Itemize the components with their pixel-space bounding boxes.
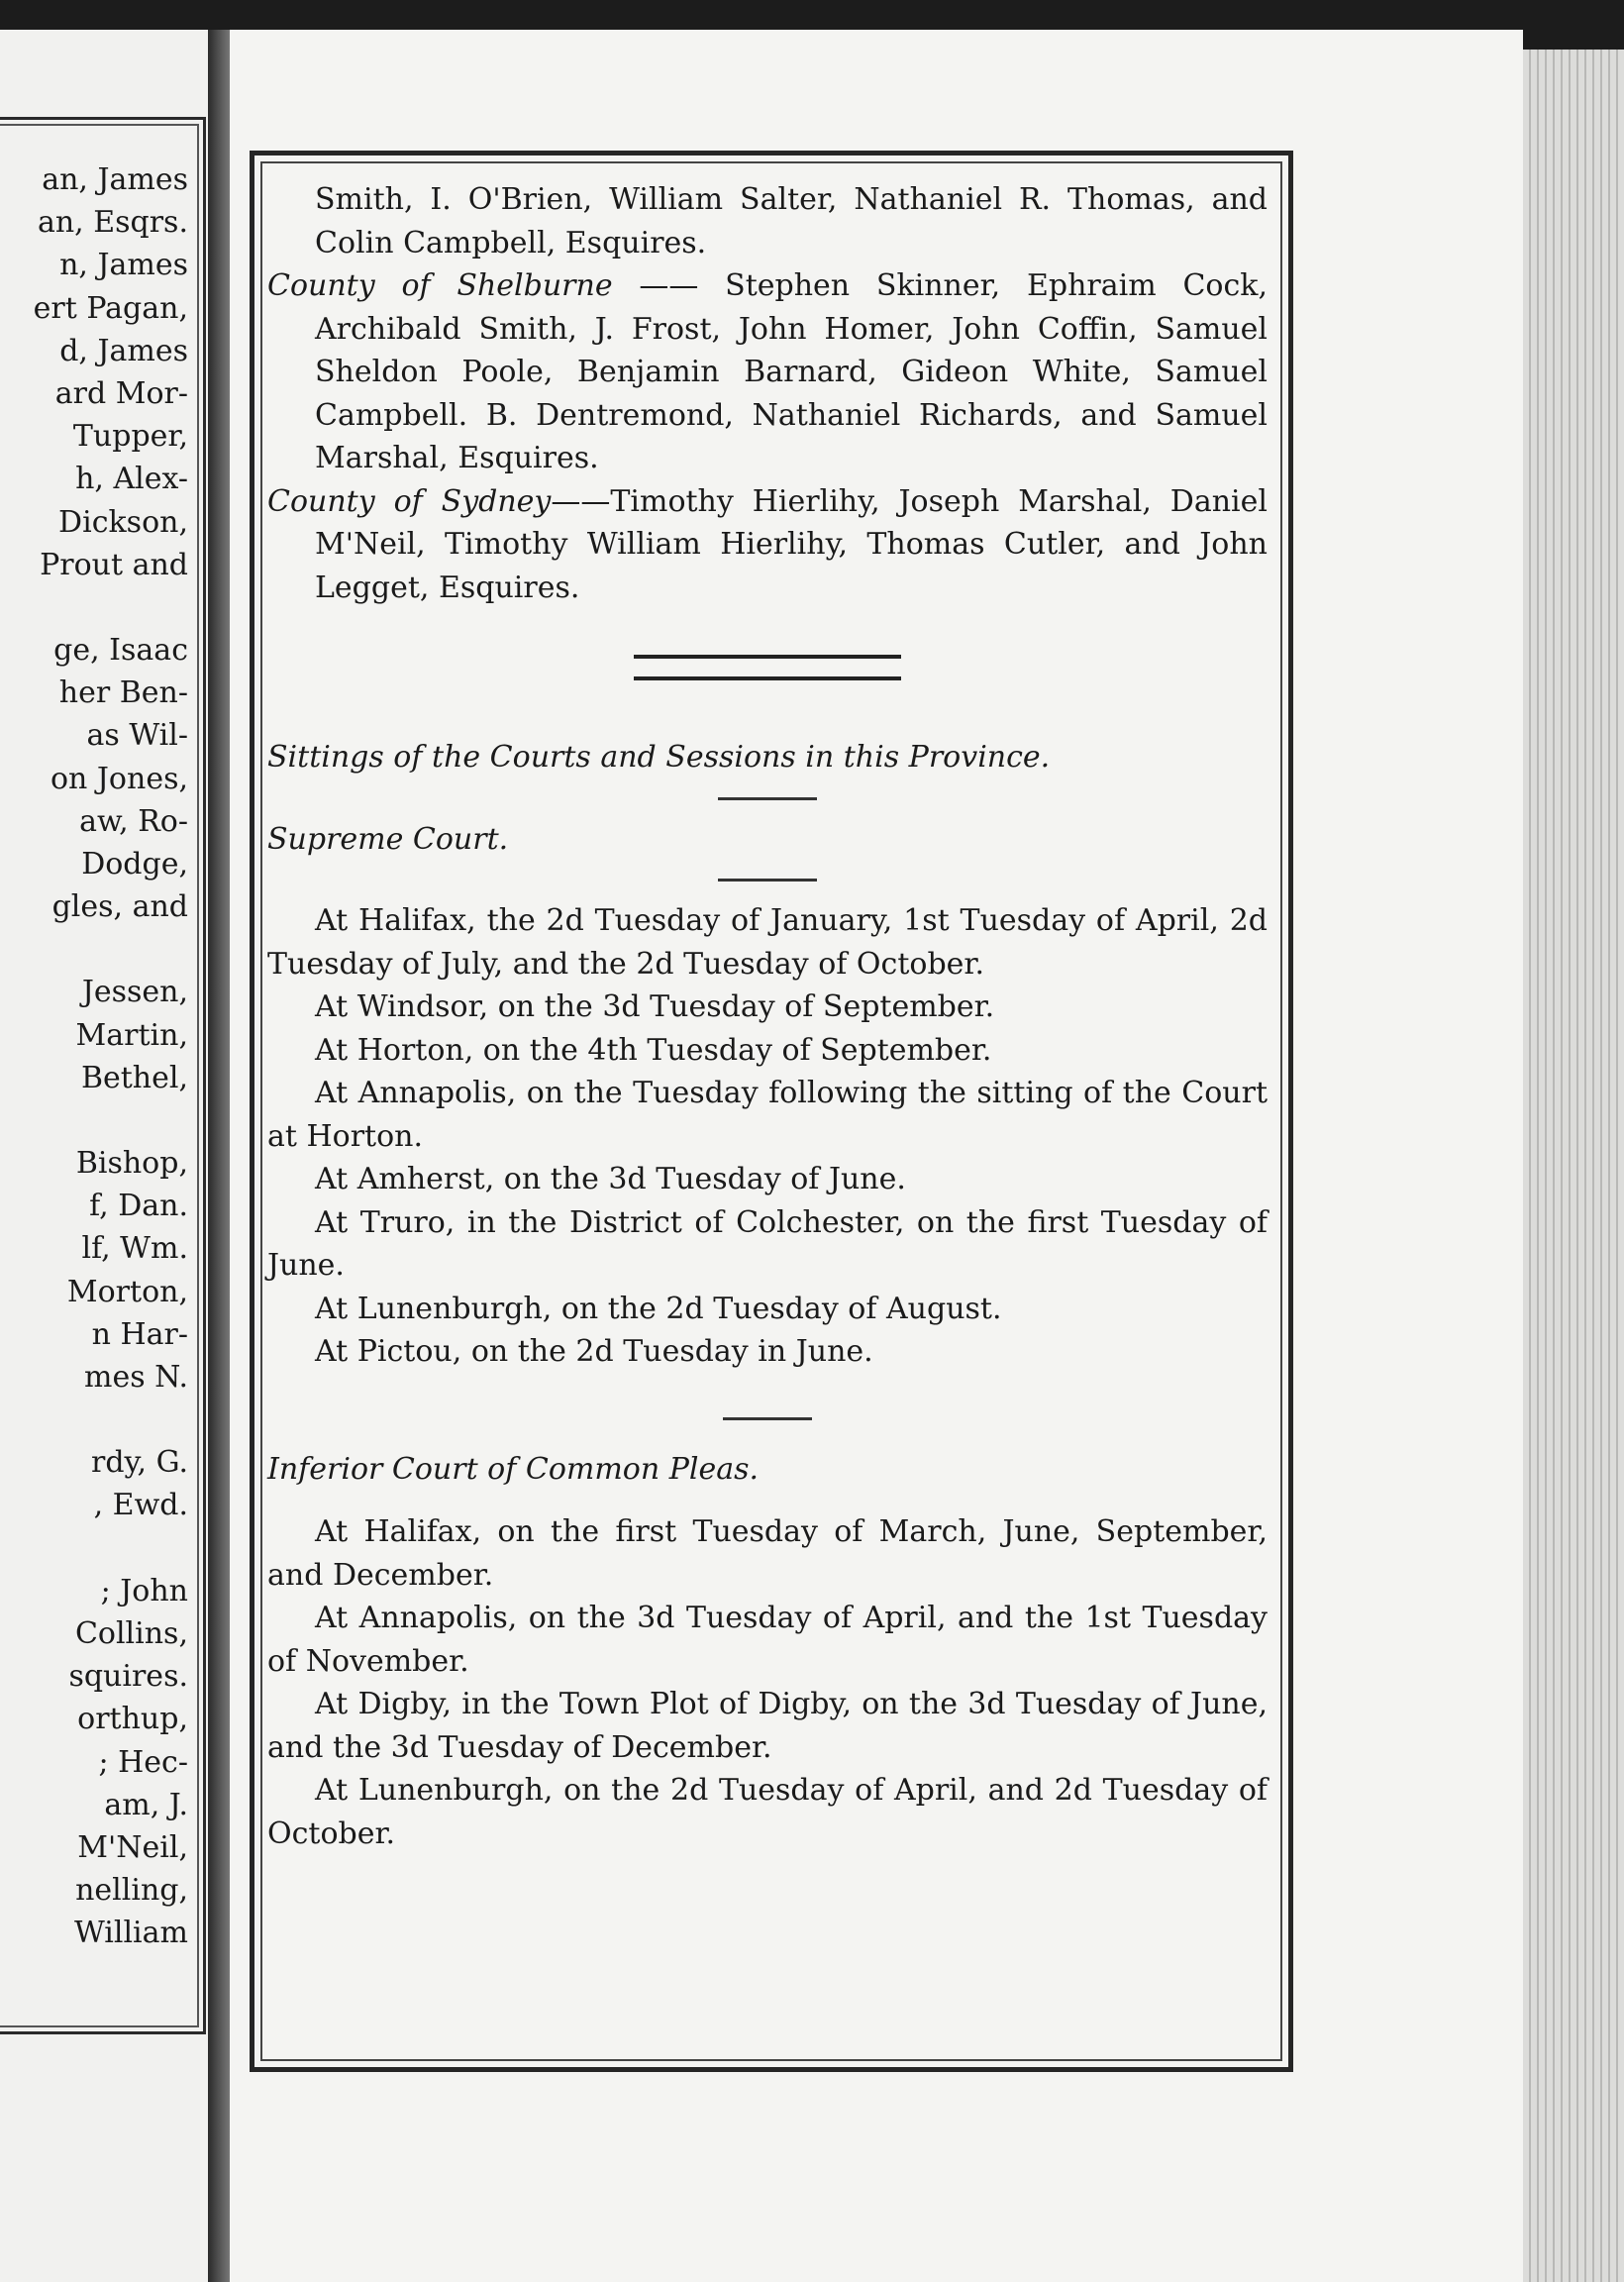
left-page-line: ; John bbox=[100, 1573, 188, 1608]
left-page-gap bbox=[0, 928, 188, 971]
left-page-gap bbox=[0, 1527, 188, 1570]
supreme-court-entry: At Annapolis, on the Tuesday following the sitting of the Court at Horton. bbox=[267, 1076, 1268, 1154]
inferior-court-entry: At Digby, in the Town Plot of Digby, on the 3d Tuesday of June, and the 3d Tuesday of December. bbox=[267, 1687, 1268, 1765]
left-page-line: Dickson, bbox=[58, 504, 188, 540]
county-label: County of Shelburne bbox=[267, 268, 613, 303]
left-page-line: as Wil- bbox=[86, 718, 188, 754]
left-page-line: mes N. bbox=[84, 1360, 188, 1396]
left-page-line: an, Esqrs. bbox=[37, 205, 188, 241]
inferior-court-entry: At Halifax, on the first Tuesday of March, June, September, and December. bbox=[267, 1514, 1268, 1593]
supreme-court-entry: At Lunenburgh, on the 2d Tuesday of August. bbox=[315, 1291, 1002, 1326]
rule-divider bbox=[723, 1417, 812, 1420]
left-page-line: on Jones, bbox=[50, 761, 188, 796]
left-page-line: aw, Ro- bbox=[79, 803, 188, 839]
right-page-content bbox=[267, 178, 1268, 1855]
left-page-line: Tupper, bbox=[72, 419, 188, 455]
supreme-court-entry: At Halifax, the 2d Tuesday of January, 1st Tuesday of April, 2d Tuesday of July, and the 2d Tuesday of October. bbox=[267, 903, 1268, 982]
left-page-line: ge, Isaac bbox=[53, 633, 188, 669]
paragraph-county-sydney bbox=[267, 480, 1268, 610]
left-page-line: f, Dan. bbox=[89, 1189, 188, 1224]
paragraph-justices-continued: Smith, I. O'Brien, William Salter, Nathaniel R. Thomas, and Colin Campbell, Esquires. bbox=[315, 182, 1268, 260]
left-page-gap bbox=[0, 1099, 188, 1142]
left-page-line: orthup, bbox=[77, 1702, 188, 1737]
left-page-line: am, J. bbox=[104, 1787, 188, 1822]
left-page-line: lf, Wm. bbox=[81, 1231, 188, 1267]
left-page-line: ert Pagan, bbox=[33, 290, 188, 326]
left-page-line: , Ewd. bbox=[93, 1488, 188, 1523]
rule-divider bbox=[718, 797, 817, 800]
supreme-court-entry: At Horton, on the 4th Tuesday of September. bbox=[315, 1032, 992, 1068]
left-page-line: her Ben- bbox=[58, 675, 188, 711]
left-page-line: Dodge, bbox=[81, 847, 188, 882]
sittings-heading: Sittings of the Courts and Sessions in this Province. bbox=[267, 740, 1051, 775]
supreme-court-entry: At Pictou, on the 2d Tuesday in June. bbox=[315, 1334, 873, 1369]
inferior-court-entry: At Lunenburgh, on the 2d Tuesday of April, and 2d Tuesday of October. bbox=[267, 1773, 1268, 1851]
page-edges bbox=[1523, 50, 1624, 2282]
left-page-line: Morton, bbox=[66, 1274, 188, 1309]
left-page-line: Bishop, bbox=[75, 1146, 188, 1182]
left-page-line: n, James bbox=[59, 248, 188, 283]
paragraph-county-shelburne bbox=[267, 264, 1268, 480]
supreme-court-entry: At Windsor, on the 3d Tuesday of September. bbox=[315, 989, 995, 1024]
supreme-court-entry: At Truro, in the District of Colchester, on the first Tuesday of June. bbox=[267, 1204, 1268, 1283]
county-names: ——Timothy Hierlihy, Joseph Marshal, Daniel M'Neil, Timothy William Hierlihy, Thomas Cutler, and John Legget, Esquires. bbox=[315, 483, 1268, 605]
left-page-line: Prout and bbox=[40, 547, 188, 582]
left-page-line: d, James bbox=[59, 333, 188, 368]
left-page-line: rdy, G. bbox=[90, 1445, 188, 1481]
left-page-line: n Har- bbox=[91, 1316, 188, 1352]
left-page-line: gles, and bbox=[51, 889, 188, 925]
left-page-line: ; Hec- bbox=[98, 1744, 188, 1780]
left-page-line: an, James bbox=[42, 162, 188, 197]
inferior-court-entry: At Annapolis, on the 3d Tuesday of April, and the 1st Tuesday of November. bbox=[267, 1601, 1268, 1679]
left-page-line: ard Mor- bbox=[54, 376, 188, 412]
supreme-court-entry: At Amherst, on the 3d Tuesday of June. bbox=[315, 1162, 906, 1196]
county-names: —— Stephen Skinner, Ephraim Cock, Archibald Smith, J. Frost, John Homer, John Coffin, Samuel Sheldon Poole, Benjamin Barnard, Gideon White, Samuel Campbell. B. Dentremond, Nathaniel Richards, and Samuel Marshal, Esquires. bbox=[315, 268, 1269, 475]
left-page-gap bbox=[0, 1399, 188, 1441]
left-page-line: Jessen, bbox=[81, 975, 188, 1010]
left-page-text bbox=[0, 158, 188, 1955]
double-rule-divider bbox=[634, 655, 901, 680]
left-page-line: M'Neil, bbox=[77, 1829, 188, 1865]
left-page-line: Bethel, bbox=[80, 1060, 188, 1095]
left-page-line: nelling, bbox=[75, 1873, 188, 1909]
book-gutter bbox=[208, 30, 230, 2282]
left-page bbox=[0, 30, 208, 2282]
left-page-gap bbox=[0, 586, 188, 629]
rule-divider bbox=[718, 879, 817, 882]
county-label: County of Sydney bbox=[267, 483, 552, 519]
left-page-line: h, Alex- bbox=[75, 462, 188, 497]
left-page-line: William bbox=[73, 1916, 188, 1951]
supreme-court-heading: Supreme Court. bbox=[267, 821, 509, 857]
inferior-court-heading: Inferior Court of Common Pleas. bbox=[267, 1451, 760, 1487]
left-page-line: Martin, bbox=[75, 1017, 188, 1053]
left-page-line: Collins, bbox=[74, 1615, 188, 1651]
left-page-line: squires. bbox=[68, 1659, 188, 1695]
